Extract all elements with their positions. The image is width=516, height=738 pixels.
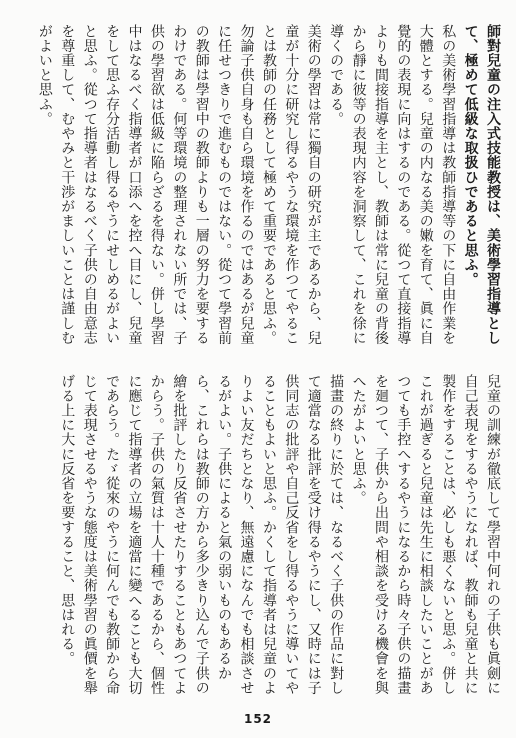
upper-text-block (28, 24, 504, 354)
lower-text-block (28, 374, 504, 704)
paragraph: 兒童の訓練が徹底して學習中何れの子供も眞劍に自己表現をするやうになれば、教師も兒童と共に製作をすることは、必しも悪くないと思ふ。併しこれが過ぎると兒童は先生に相談したいことがあつても手控へするやうになるから時々子供の描畫を廻つて、子供から出問や相談を受ける機會を與へたがよいと思ふ。 (350, 374, 501, 696)
page-number: 152 (243, 712, 273, 726)
paragraph: 描畫の終りに於ては、なるべく子供の作品に對して適當なる批評を受け得るやうにし、又時には子供同志の批評や自己反省をし得るやうに導いてやることもよいと思ふ。かくして指導者は兒童のよりよい友だちとなり、無遠慮になんでも相談させるがよい。子供によると氣の弱いものもあるから、これらは教師の方から多少きり込んで子供の繪を批評したり反省させたりすることもあつてよからう。子供の氣質は十人十種であるから、個性に應じて指導者の立場を適當に變へることも大切であらう。たゞ從來のやうに何んでも教師から命じて表現させるやうな態度は美術學習の眞價を舉げる上に大に反省を要すること、思はれる。 (59, 374, 345, 696)
paragraph: 師對兒童の注入式技能教授は、美術學習指導として、極めて低級な取扱ひであると思ふ。 (462, 24, 501, 346)
paragraph: 私の美術學習指導は教師指導等の下に自由作業を大體とする。兒童の内なる美の嫩を育て、眞に自覺的の表現に向はするのである。從つて直接指導よりも間接指導を主とし、教師は常に兒童の背後から靜に彼等の表現内容を洞察して、これを徐に導くのである。 (328, 24, 457, 346)
paragraph: 美術の學習は常に獨自の研究が主であるから、兒童が十分に研究し得るやうな環境を作つてやることは教師の任務として極めて重要であると思ふ。勿論子供自身も自ら環境を作るのではあるが兒童に任せつきりで進むものではない。從つて學習前の教師は學習中の教師よりも一層の努力を要するわけである。何等環境の整理されない所では、子供の學習欲は低級に陥らざるを得ない。併し學習中はなるべく指導者が口添へを控へ目にし、兒童をして思ふ存分活動し得るやうにせしめるがよいと思ふ。從つて指導者はなるべく子供の自由意志を尊重して、むやみと干渉がましいことは謹しむがよいと思ふ。 (36, 24, 322, 346)
